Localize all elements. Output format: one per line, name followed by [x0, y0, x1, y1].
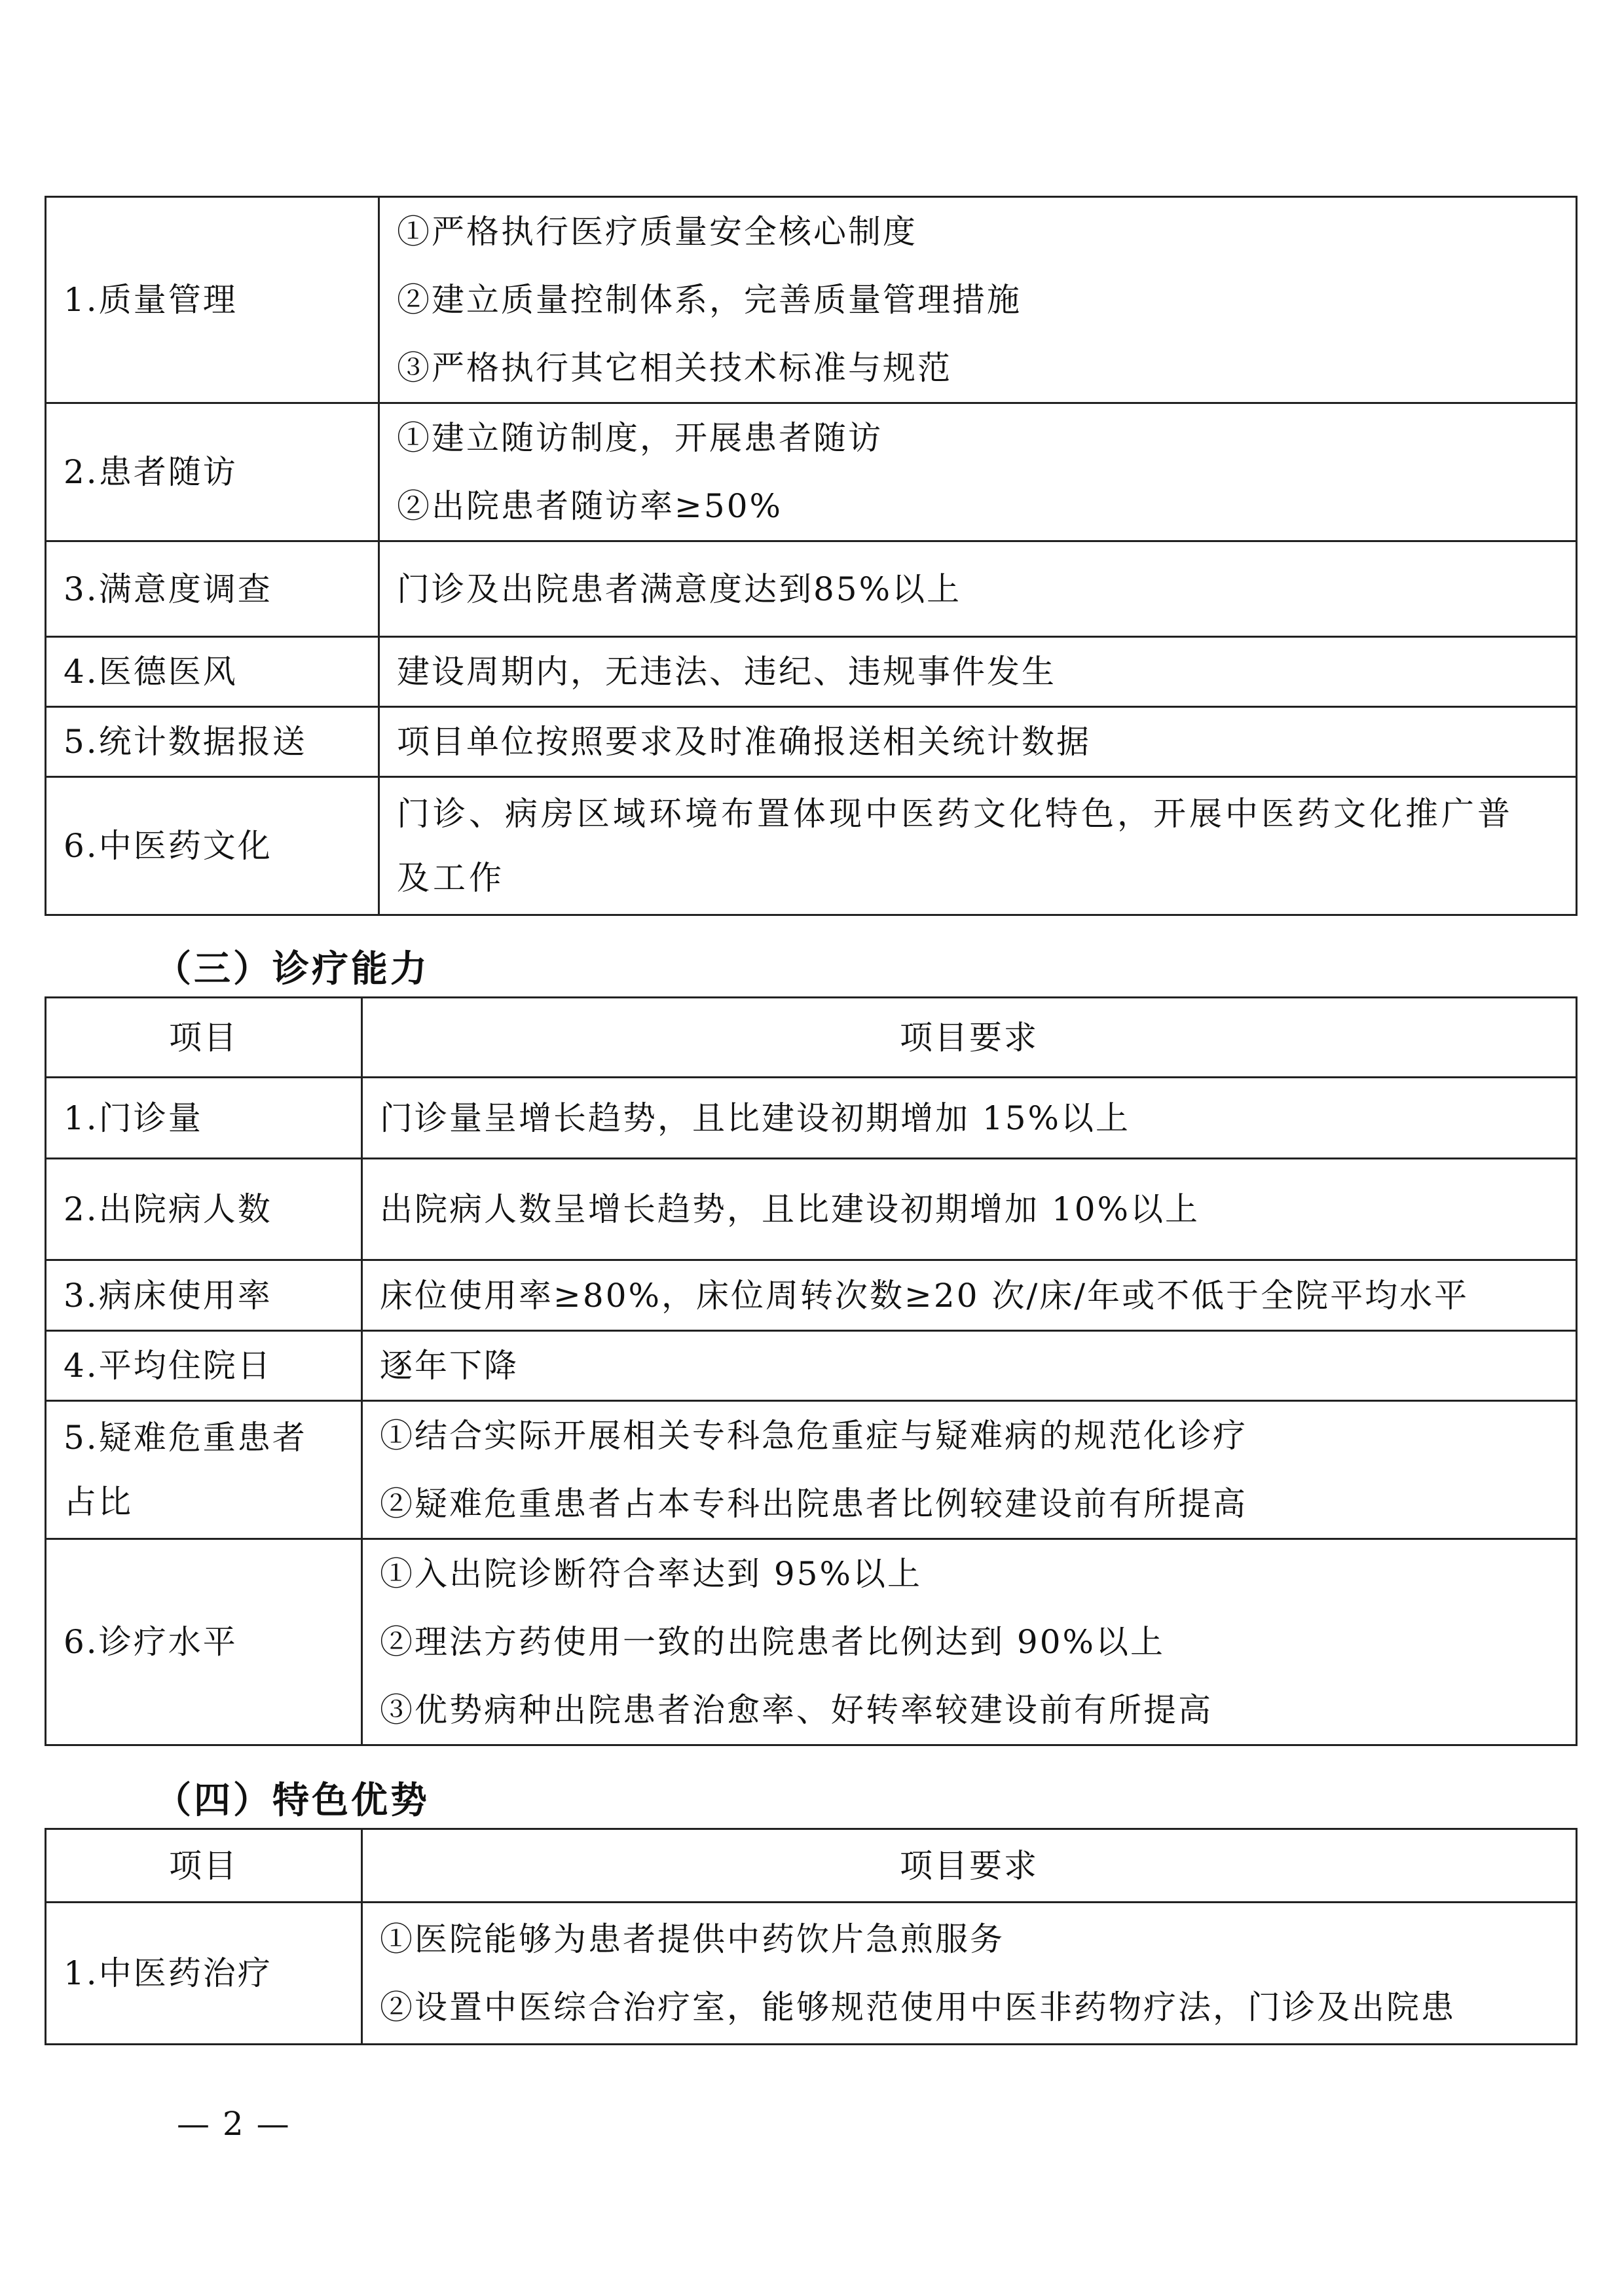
- requirement-line: 逐年下降: [380, 1347, 519, 1385]
- table-header-row: [46, 1829, 1577, 1903]
- column-header-item: 项目: [46, 998, 362, 1078]
- section-heading-featured-advantages: （四）特色优势: [155, 1779, 430, 1822]
- requirement-cell: [362, 1539, 1577, 1745]
- requirement-line: 床位使用率≥80%，床位周转次数≥20 次/床/年或不低于全院平均水平: [380, 1276, 1469, 1315]
- requirement-line: ①结合实际开展相关专科急危重症与疑难病的规范化诊疗: [380, 1417, 1247, 1455]
- item-cell: 1.门诊量: [46, 1078, 362, 1159]
- item-cell: 3.病床使用率: [46, 1260, 362, 1331]
- requirement-cell: [379, 637, 1577, 707]
- item-cell: 3.满意度调查: [46, 541, 379, 637]
- requirement-line: ①建立随访制度，开展患者随访: [397, 419, 883, 457]
- diagnosis-capability-table: [45, 996, 1578, 1746]
- table-row: [46, 1903, 1577, 2045]
- table-row: [46, 1159, 1577, 1260]
- requirement-cell: [362, 1159, 1577, 1260]
- item-cell: 4.平均住院日: [46, 1331, 362, 1401]
- requirement-cell: [362, 1401, 1577, 1539]
- requirement-line: ②疑难危重患者占本专科出院患者比例较建设前有所提高: [380, 1485, 1247, 1523]
- table-row: [46, 707, 1577, 777]
- item-cell: 2.患者随访: [46, 403, 379, 541]
- requirement-line: ②出院患者随访率≥50%: [397, 487, 783, 525]
- requirement-cell: [379, 197, 1577, 403]
- item-cell: 2.出院病人数: [46, 1159, 362, 1260]
- requirement-line: 门诊、病房区域环境布置体现中医药文化特色，开展中医药文化推广普: [397, 795, 1513, 833]
- item-cell: [46, 1401, 362, 1539]
- requirement-cell: [379, 541, 1577, 637]
- quality-management-table: [45, 196, 1578, 916]
- column-header-item: 项目: [46, 1829, 362, 1903]
- item-cell: 1.中医药治疗: [46, 1903, 362, 2045]
- section-heading-diagnosis-capability: （三）诊疗能力: [155, 947, 430, 991]
- table-header-row: [46, 998, 1577, 1078]
- table-row: [46, 1539, 1577, 1745]
- requirement-line: ②理法方药使用一致的出院患者比例达到 90%以上: [380, 1623, 1166, 1661]
- column-header-requirement: 项目要求: [362, 998, 1577, 1078]
- requirement-line: ②建立质量控制体系，完善质量管理措施: [397, 281, 1022, 319]
- requirement-line: ①医院能够为患者提供中药饮片急煎服务: [380, 1920, 1005, 1958]
- table-row: [46, 1078, 1577, 1159]
- item-line: 占比: [64, 1483, 133, 1521]
- table-row: [46, 541, 1577, 637]
- table-row: [46, 197, 1577, 403]
- requirement-line: 及工作: [397, 859, 505, 897]
- item-cell: 6.诊疗水平: [46, 1539, 362, 1745]
- requirement-cell: [362, 1903, 1577, 2045]
- item-cell: 5.统计数据报送: [46, 707, 379, 777]
- requirement-line: 建设周期内，无违法、违纪、违规事件发生: [397, 653, 1056, 691]
- requirement-cell: [362, 1078, 1577, 1159]
- requirement-line: 出院病人数呈增长趋势，且比建设初期增加 10%以上: [380, 1190, 1200, 1228]
- table-row: [46, 1260, 1577, 1331]
- requirement-line: 门诊及出院患者满意度达到85%以上: [397, 570, 962, 608]
- requirement-line: 项目单位按照要求及时准确报送相关统计数据: [397, 723, 1091, 761]
- requirement-line: ②设置中医综合治疗室，能够规范使用中医非药物疗法，门诊及出院患: [380, 1988, 1456, 2026]
- requirement-line: ①严格执行医疗质量安全核心制度: [397, 213, 917, 251]
- requirement-line: ①入出院诊断符合率达到 95%以上: [380, 1555, 923, 1593]
- table-row: [46, 1331, 1577, 1401]
- requirement-cell: [362, 1331, 1577, 1401]
- item-line: 5.疑难危重患者: [64, 1419, 307, 1457]
- requirement-cell: [362, 1260, 1577, 1331]
- requirement-cell: [379, 707, 1577, 777]
- item-cell: 6.中医药文化: [46, 777, 379, 915]
- requirement-line: ③优势病种出院患者治愈率、好转率较建设前有所提高: [380, 1691, 1213, 1729]
- column-header-requirement: 项目要求: [362, 1829, 1577, 1903]
- table-row: [46, 777, 1577, 915]
- page-number: — 2 —: [177, 2105, 291, 2143]
- table-row: [46, 403, 1577, 541]
- requirement-cell: [379, 403, 1577, 541]
- table-row: [46, 637, 1577, 707]
- requirement-cell: [379, 777, 1577, 915]
- featured-advantages-table: [45, 1828, 1578, 2045]
- item-cell: 4.医德医风: [46, 637, 379, 707]
- item-cell: 1.质量管理: [46, 197, 379, 403]
- requirement-line: 门诊量呈增长趋势，且比建设初期增加 15%以上: [380, 1099, 1131, 1137]
- table-row: [46, 1401, 1577, 1539]
- requirement-line: ③严格执行其它相关技术标准与规范: [397, 349, 952, 387]
